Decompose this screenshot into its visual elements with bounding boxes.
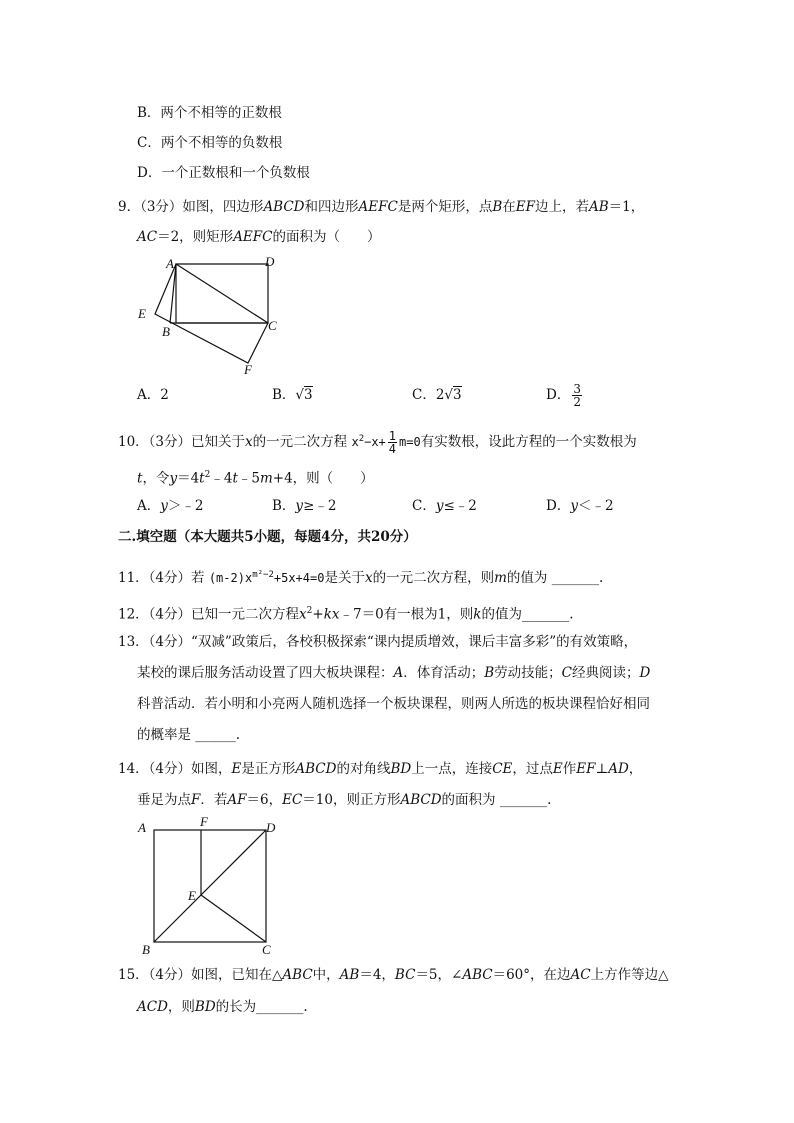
q13-stem-line2: 某校的课后服务活动设置了四大板块课程：A．体育活动；B劳动技能；C经典阅读；D [137,665,651,681]
q10-option-c: C．y≤﹣2 [412,498,477,514]
q9-label-f: F [244,362,252,377]
q14-label-c: C [262,942,271,957]
q9-label-c: C [268,318,277,333]
q8-option-c: C．两个不相等的负数根 [137,135,283,151]
q9-option-b: B．√3 [272,387,313,403]
q9-label-a: A [166,256,174,271]
section-2-title: 二.填空题（本大题共5小题，每题4分，共20分） [118,529,417,545]
q14-answer-blank[interactable]: _______. [499,792,552,808]
q9-rect-aefc [155,264,268,363]
q15-answer-blank[interactable]: _______. [256,999,308,1015]
q11-answer-blank[interactable]: _______. [551,570,604,586]
q9-label-e: E [138,306,146,321]
q13-stem-line4: 的概率是 ______. [137,727,241,743]
q14-figure [134,814,284,959]
q12-answer-blank[interactable]: _______. [521,606,574,623]
q9-stem-line1: 9．（3分）如图，四边形ABCD和四边形AEFC是两个矩形，点B在EF边上，若AB＝1， [118,199,645,215]
q9-label-b: B [162,324,170,339]
q15-stem-line1: 15．（4分）如图，已知在△ABC中，AB＝4，BC＝5，∠ABC＝60°，在边AC上方作等边△ [118,967,669,983]
q14-segment-ec [201,895,266,942]
q13-answer-blank[interactable]: ______. [195,727,241,743]
q10-stem-line2: t，令$y=4t^2﹣4t﹣5m+4$，则（ ） [137,470,374,487]
q8-option-d: D．一个正数根和一个负数根 [137,165,310,181]
q8-option-b: B．两个不相等的正数根 [137,105,282,121]
q9-label-d: D [265,254,275,269]
q9-figure [130,250,290,380]
q9-option-a: A．2 [137,387,169,403]
q15-stem-line2: ACD，则BD的长为_______. [137,999,308,1015]
q14-label-d: D [266,820,276,835]
q14-diagonal-bd [154,830,266,942]
q14-label-a: A [138,820,146,835]
q9-option-c: C．2√3 [412,387,462,403]
q10-stem-line1: 10．（3分）已知关于x的一元二次方程 $x^2-x+$ $\frac{1}{4}$ m=0有实数根，设此方程的一个实数根为 [118,429,637,456]
q12-stem: 12．（4分）已知一元二次方程$x^2+kx﹣7=0$有一根为1，则k的值为_______. [118,606,574,623]
q9-stem-line2: AC＝2，则矩形AEFC的面积为（ ） [137,229,381,245]
q10-option-b: B．y≥﹣2 [272,498,337,514]
q11-stem: 11．（4分）若 $(m-2)x^{m^2-2}+5x+4=0$是关于x的一元二次方程，则m的值为 _______. [118,570,604,586]
q9-option-d: D． $\frac{3}{2}$ [546,382,581,409]
q14-label-b: B [142,942,150,957]
q10-option-a: A．y＞﹣2 [137,498,204,514]
q13-stem-line3: 科普活动．若小明和小亮两人随机选择一个板块课程，则两人所选的板块课程恰好相同 [137,696,650,712]
q9-segment-ab [170,264,176,323]
q10-option-d: D．y＜﹣2 [546,498,614,514]
q14-stem-line2: 垂足为点F．若AF＝6，EC＝10，则正方形ABCD的面积为 _______. [137,792,552,808]
q14-stem-line1: 14．（4分）如图，E是正方形ABCD的对角线BD上一点，连接CE，过点E作EF⊥AD， [118,761,643,777]
q14-label-e: E [188,888,196,903]
q14-label-f: F [200,814,208,829]
q13-stem-line1: 13．（4分）“双减”政策后，各校积极探索“课内提质增效，课后丰富多彩”的有效策略， [118,634,638,650]
